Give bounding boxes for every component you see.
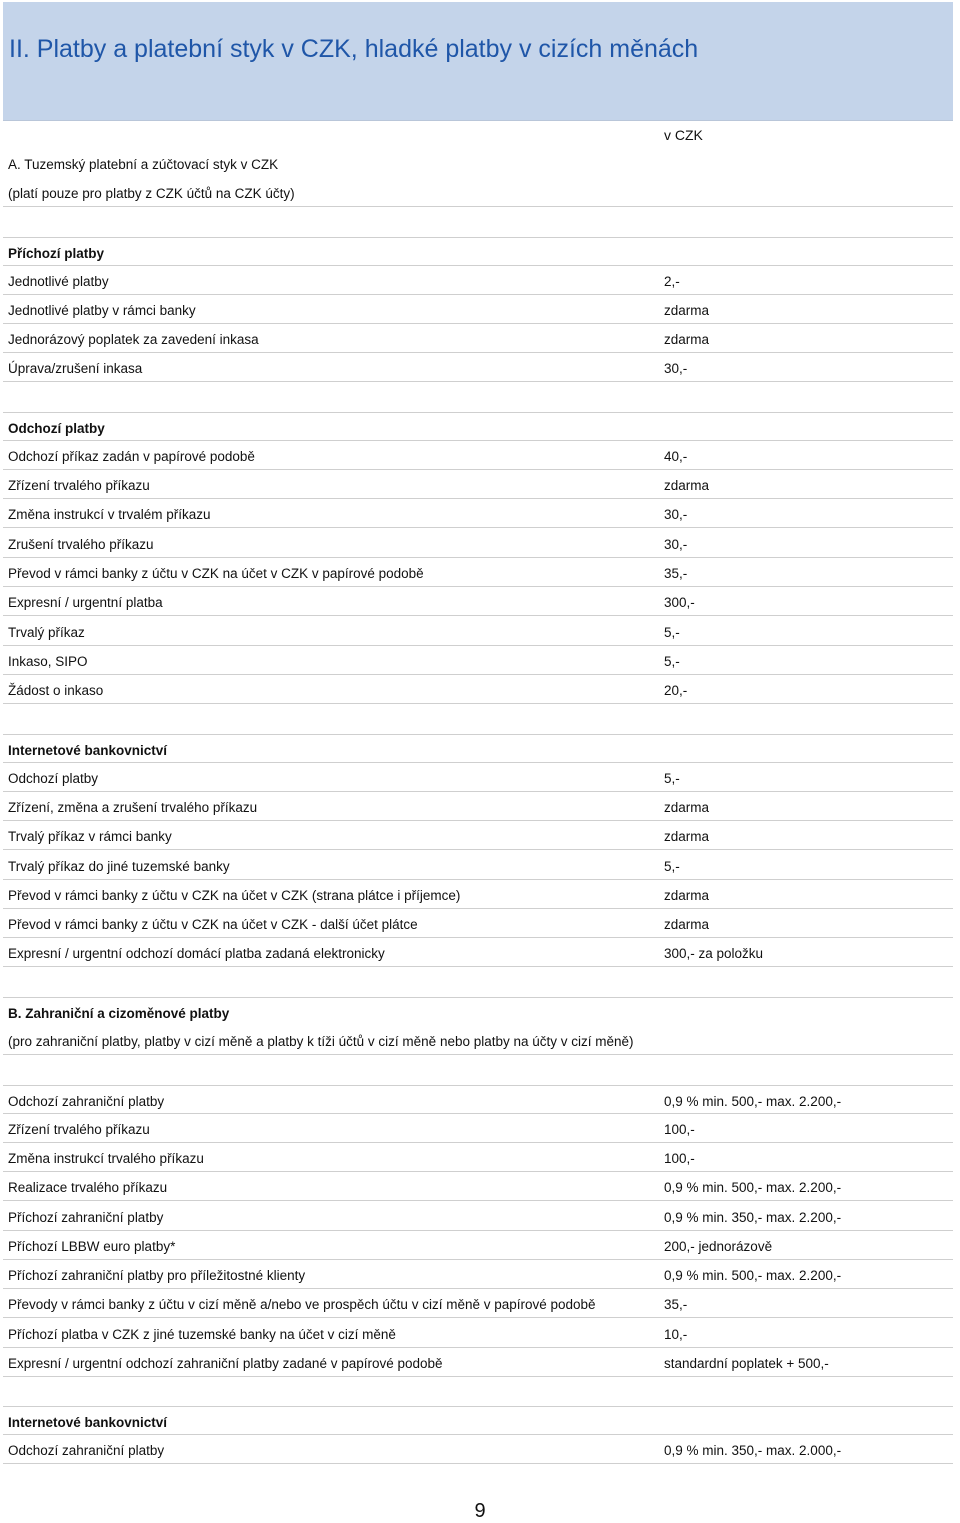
section-a-note-row (3, 178, 953, 207)
table-row (3, 909, 953, 938)
table-row (3, 1260, 953, 1289)
table-row (3, 353, 953, 382)
row-value: 5,- (664, 625, 680, 640)
row-label: Trvalý příkaz do jiné tuzemské banky (8, 859, 230, 874)
row-label: Jednotlivé platby v rámci banky (8, 303, 196, 318)
outgoing-heading (3, 412, 953, 441)
table-row (3, 1143, 953, 1172)
section-a-note: (platí pouze pro platby z CZK účtů na CZK účty) (8, 186, 295, 201)
row-value: 30,- (664, 361, 688, 376)
row-value: 0,9 % min. 500,- max. 2.200,- (664, 1180, 842, 1195)
row-value: zdarma (664, 800, 710, 815)
row-value: zdarma (664, 303, 710, 318)
row-label: Expresní / urgentní platba (8, 595, 163, 610)
row-label: Realizace trvalého příkazu (8, 1180, 168, 1195)
row-value: 100,- (664, 1122, 695, 1137)
row-label: Převod v rámci banky z účtu v CZK na účet v CZK (strana plátce i příjemce) (8, 888, 461, 903)
section-b-note-row (3, 1026, 953, 1055)
section-b-note: (pro zahraniční platby, platby v cizí měně a platby k tíži účtů v cizí měně nebo platby na účty v cizí měně) (8, 1034, 634, 1049)
table-row (3, 646, 953, 675)
row-label: Převody v rámci banky z účtu v cizí měně a/nebo ve prospěch účtu v cizí měně v papírové podobě (8, 1297, 596, 1312)
row-label: Příchozí platba v CZK z jiné tuzemské banky na účet v cizí měně (8, 1327, 396, 1342)
currency-unit: v CZK (664, 127, 703, 143)
row-label: Zřízení, změna a zrušení trvalého příkazu (8, 800, 258, 815)
row-label: Trvalý příkaz v rámci banky (8, 829, 172, 844)
row-value: 40,- (664, 449, 688, 464)
table-row (3, 792, 953, 821)
page-header (3, 2, 953, 121)
row-label: Zrušení trvalého příkazu (8, 537, 154, 552)
row-value: 100,- (664, 1151, 695, 1166)
incoming-title: Příchozí platby (8, 246, 105, 261)
internet-banking-foreign-heading (3, 1406, 953, 1435)
table-row (3, 851, 953, 880)
row-value: 200,- jednorázově (664, 1239, 773, 1254)
row-label: Žádost o inkaso (8, 683, 104, 698)
row-value: 0,9 % min. 350,- max. 2.200,- (664, 1210, 842, 1225)
table-row (3, 266, 953, 295)
row-label: Zřízení trvalého příkazu (8, 478, 150, 493)
table-row (3, 1231, 953, 1260)
row-value: 0,9 % min. 500,- max. 2.200,- (664, 1268, 842, 1283)
table-row (3, 499, 953, 528)
section-a-title: A. Tuzemský platební a zúčtovací styk v CZK (8, 157, 279, 172)
row-label: Příchozí zahraniční platby (8, 1210, 164, 1225)
row-label: Převod v rámci banky z účtu v CZK na účet v CZK - další účet plátce (8, 917, 418, 932)
row-value: 30,- (664, 537, 688, 552)
row-label: Příchozí LBBW euro platby* (8, 1239, 176, 1254)
row-label: Odchozí zahraniční platby (8, 1094, 165, 1109)
page-number: 9 (474, 1500, 486, 1522)
row-label: Jednotlivé platby (8, 274, 109, 289)
row-label: Odchozí příkaz zadán v papírové podobě (8, 449, 255, 464)
row-label: Změna instrukcí v trvalém příkazu (8, 507, 211, 522)
row-value: 300,- (664, 595, 695, 610)
table-row (3, 1085, 953, 1114)
row-value: 20,- (664, 683, 688, 698)
row-label: Odchozí platby (8, 771, 99, 786)
row-value: 5,- (664, 859, 680, 874)
table-row (3, 587, 953, 616)
row-value: 35,- (664, 1297, 688, 1312)
row-value: 0,9 % min. 350,- max. 2.000,- (664, 1443, 842, 1458)
table-row (3, 295, 953, 324)
row-label: Expresní / urgentní odchozí zahraniční platby zadané v papírové podobě (8, 1356, 443, 1371)
table-row (3, 675, 953, 704)
table-row (3, 529, 953, 558)
table-row (3, 324, 953, 353)
row-value: 30,- (664, 507, 688, 522)
row-value: 5,- (664, 771, 680, 786)
row-value: zdarma (664, 332, 710, 347)
table-row (3, 441, 953, 470)
section-b-title: B. Zahraniční a cizoměnové platby (8, 1006, 230, 1021)
table-row (3, 938, 953, 967)
table-row (3, 470, 953, 499)
row-label: Převod v rámci banky z účtu v CZK na účet v CZK v papírové podobě (8, 566, 424, 581)
row-value: 10,- (664, 1327, 688, 1342)
row-value: zdarma (664, 829, 710, 844)
row-label: Příchozí zahraniční platby pro příležitostné klienty (8, 1268, 306, 1283)
row-value: zdarma (664, 917, 710, 932)
row-value: zdarma (664, 478, 710, 493)
section-b-heading (3, 997, 953, 1026)
table-row (3, 763, 953, 792)
row-value: 0,9 % min. 500,- max. 2.200,- (664, 1094, 842, 1109)
table-row (3, 1289, 953, 1318)
table-row (3, 1202, 953, 1231)
table-row (3, 880, 953, 909)
outgoing-title: Odchozí platby (8, 421, 105, 436)
table-row (3, 1114, 953, 1143)
internet-banking-heading (3, 734, 953, 763)
table-row (3, 558, 953, 587)
page-title: II. Platby a platební styk v CZK, hladké platby v cizích měnách (9, 35, 699, 63)
section-a-heading (3, 149, 953, 178)
incoming-heading (3, 237, 953, 266)
row-value: 5,- (664, 654, 680, 669)
table-row (3, 1348, 953, 1377)
row-label: Zřízení trvalého příkazu (8, 1122, 150, 1137)
table-row (3, 821, 953, 850)
internet-banking-foreign-title: Internetové bankovnictví (8, 1415, 168, 1430)
row-label: Inkaso, SIPO (8, 654, 88, 669)
row-label: Expresní / urgentní odchozí domácí platba zadaná elektronicky (8, 946, 385, 961)
row-label: Změna instrukcí trvalého příkazu (8, 1151, 204, 1166)
row-value: 2,- (664, 274, 680, 289)
table-row (3, 1172, 953, 1201)
table-row (3, 1435, 953, 1464)
row-value: zdarma (664, 888, 710, 903)
row-label: Trvalý příkaz (8, 625, 85, 640)
table-row (3, 1319, 953, 1348)
row-value: standardní poplatek + 500,- (664, 1356, 829, 1371)
row-value: 35,- (664, 566, 688, 581)
internet-banking-title: Internetové bankovnictví (8, 743, 168, 758)
row-label: Odchozí zahraniční platby (8, 1443, 165, 1458)
row-value: 300,- za položku (664, 946, 764, 961)
row-label: Úprava/zrušení inkasa (8, 361, 143, 376)
table-row (3, 617, 953, 646)
row-label: Jednorázový poplatek za zavedení inkasa (8, 332, 259, 347)
